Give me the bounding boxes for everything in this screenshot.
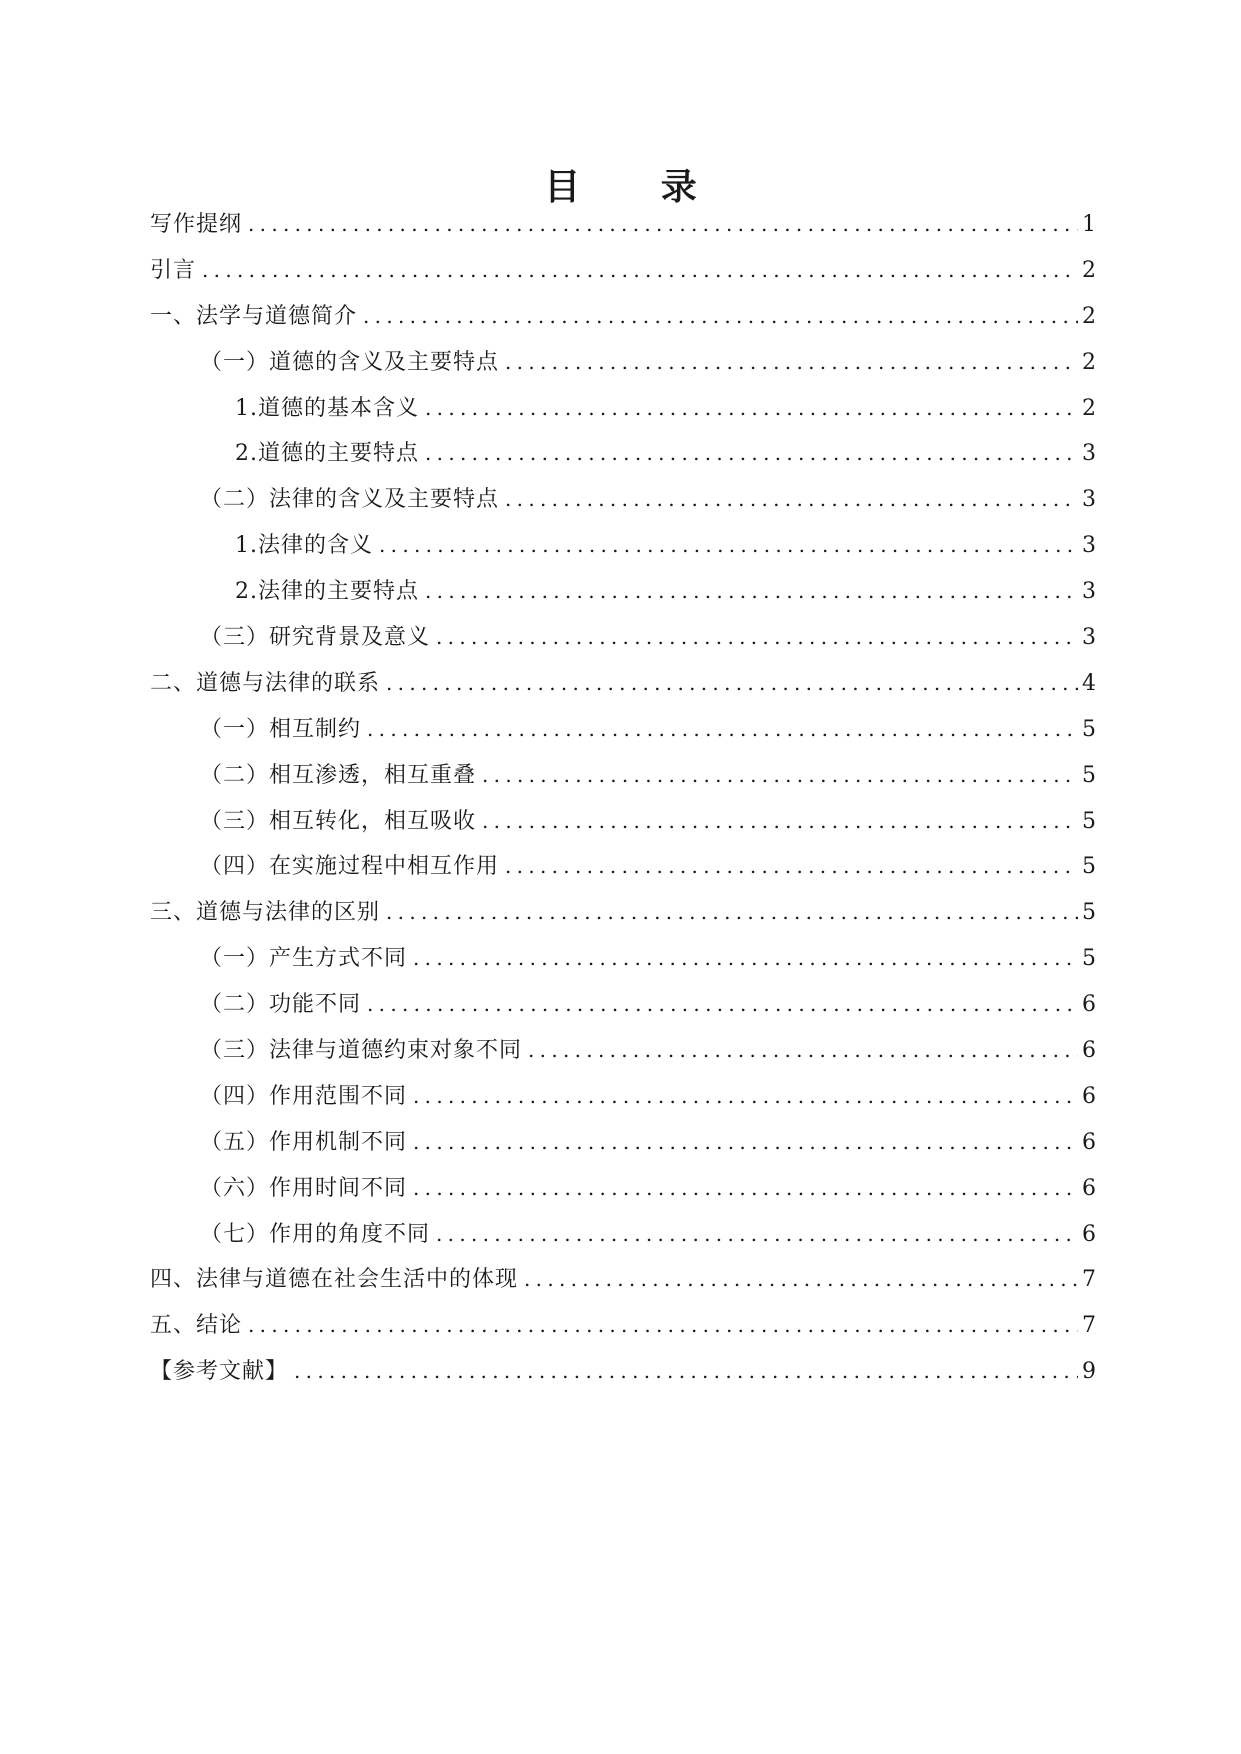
- dot-leader: [505, 844, 1078, 890]
- page-title: 目 录: [544, 167, 731, 209]
- toc-entry-page-number: 6: [1082, 1129, 1096, 1155]
- toc-entry[interactable]: [150, 1074, 1096, 1120]
- toc-entry-label: （三）法律与道德约束对象不同: [200, 1038, 523, 1064]
- toc-entry-label: 【参考文献】: [150, 1359, 289, 1385]
- toc-entry-page-number: 6: [1082, 1038, 1096, 1064]
- toc-entry[interactable]: [150, 844, 1096, 890]
- dot-leader: [413, 1166, 1078, 1212]
- toc-entry-label: 五、结论: [150, 1313, 243, 1339]
- dot-leader: [436, 1212, 1078, 1258]
- dot-leader: [248, 1303, 1078, 1349]
- toc-entry-label: 一、法学与道德简介: [150, 303, 358, 329]
- toc-entry-page-number: 7: [1082, 1313, 1096, 1339]
- toc-entry-page-number: 2: [1082, 349, 1096, 375]
- toc-entry-label: 写作提纲: [150, 212, 243, 237]
- toc-entry-page-number: 5: [1082, 900, 1096, 926]
- dot-leader: [413, 936, 1078, 982]
- toc-entry[interactable]: [150, 661, 1096, 707]
- toc-entry-page-number: 6: [1082, 992, 1096, 1018]
- toc-entry-label: （四）在实施过程中相互作用: [200, 854, 500, 880]
- toc-entry-label: （三）相互转化，相互吸收: [200, 808, 477, 834]
- dot-leader: [386, 890, 1078, 936]
- dot-leader: [482, 753, 1078, 799]
- dot-leader: [367, 982, 1078, 1028]
- toc-entry[interactable]: [150, 248, 1096, 294]
- toc-entry[interactable]: [150, 1166, 1096, 1212]
- toc-entry-label: （四）作用范围不同: [200, 1083, 408, 1109]
- toc-entry[interactable]: [150, 982, 1096, 1028]
- toc-entry[interactable]: [150, 936, 1096, 982]
- toc-entry[interactable]: [150, 707, 1096, 753]
- dot-leader: [425, 386, 1078, 432]
- dot-leader: [367, 707, 1078, 753]
- toc-entry[interactable]: [150, 799, 1096, 845]
- toc-entry-label: （六）作用时间不同: [200, 1175, 408, 1201]
- table-of-contents: [150, 202, 1096, 1395]
- toc-entry-page-number: 2: [1082, 257, 1096, 283]
- dot-leader: [482, 799, 1078, 845]
- toc-entry-page-number: 5: [1082, 808, 1096, 834]
- toc-entry-page-number: 3: [1082, 579, 1096, 605]
- toc-entry-page-number: 6: [1082, 1083, 1096, 1109]
- toc-entry-label: 1.道德的基本含义: [235, 395, 419, 421]
- toc-entry[interactable]: [150, 569, 1096, 615]
- toc-entry-label: （一）产生方式不同: [200, 946, 408, 972]
- dot-leader: [524, 1257, 1078, 1303]
- toc-entry-label: 三、道德与法律的区别: [150, 900, 381, 926]
- dot-leader: [425, 569, 1078, 615]
- dot-leader: [505, 477, 1078, 523]
- toc-entry-page-number: 2: [1082, 395, 1096, 421]
- toc-entry-page-number: 4: [1082, 670, 1096, 696]
- dot-leader: [413, 1074, 1078, 1120]
- toc-entry-label: （二）功能不同: [200, 992, 362, 1018]
- toc-entry-page-number: 1: [1082, 212, 1096, 237]
- toc-entry-page-number: 6: [1082, 1221, 1096, 1247]
- toc-entry-page-number: 3: [1082, 625, 1096, 651]
- toc-entry-label: （五）作用机制不同: [200, 1129, 408, 1155]
- dot-leader: [294, 1349, 1078, 1395]
- toc-entry-label: （三）研究背景及意义: [200, 625, 431, 651]
- toc-entry[interactable]: [150, 431, 1096, 477]
- toc-entry[interactable]: [150, 1257, 1096, 1303]
- toc-entry[interactable]: [150, 294, 1096, 340]
- toc-entry-page-number: 5: [1082, 946, 1096, 972]
- dot-leader: [425, 431, 1078, 477]
- toc-entry-page-number: 5: [1082, 716, 1096, 742]
- toc-entry[interactable]: [150, 386, 1096, 432]
- toc-entry-page-number: 2: [1082, 303, 1096, 329]
- toc-entry[interactable]: [150, 1212, 1096, 1258]
- toc-entry[interactable]: [150, 202, 1096, 248]
- toc-entry[interactable]: [150, 523, 1096, 569]
- toc-entry-page-number: 3: [1082, 487, 1096, 513]
- toc-entry[interactable]: [150, 615, 1096, 661]
- toc-entry[interactable]: [150, 477, 1096, 523]
- dot-leader: [436, 615, 1078, 661]
- toc-entry-page-number: 7: [1082, 1267, 1096, 1293]
- toc-entry-page-number: 3: [1082, 533, 1096, 559]
- toc-entry[interactable]: [150, 1349, 1096, 1395]
- toc-entry-page-number: 9: [1082, 1359, 1096, 1385]
- toc-entry-label: 2.法律的主要特点: [235, 579, 419, 605]
- toc-entry-label: 二、道德与法律的联系: [150, 670, 381, 696]
- toc-entry[interactable]: [150, 753, 1096, 799]
- dot-leader: [379, 523, 1078, 569]
- toc-entry-label: 2.道德的主要特点: [235, 441, 419, 467]
- toc-entry-label: 四、法律与道德在社会生活中的体现: [150, 1267, 519, 1293]
- toc-entry[interactable]: [150, 1120, 1096, 1166]
- toc-entry-label: （一）相互制约: [200, 716, 362, 742]
- toc-entry-label: （一）道德的含义及主要特点: [200, 349, 500, 375]
- dot-leader: [386, 661, 1078, 707]
- toc-entry[interactable]: [150, 890, 1096, 936]
- dot-leader: [248, 202, 1078, 248]
- toc-entry-page-number: 3: [1082, 441, 1096, 467]
- toc-entry-page-number: 5: [1082, 854, 1096, 880]
- toc-entry[interactable]: [150, 340, 1096, 386]
- toc-entry[interactable]: [150, 1028, 1096, 1074]
- dot-leader: [505, 340, 1078, 386]
- dot-leader: [528, 1028, 1078, 1074]
- dot-leader: [363, 294, 1078, 340]
- toc-entry-label: （二）法律的含义及主要特点: [200, 487, 500, 513]
- toc-entry-page-number: 6: [1082, 1175, 1096, 1201]
- toc-entry-label: （二）相互渗透，相互重叠: [200, 762, 477, 788]
- dot-leader: [202, 248, 1078, 294]
- toc-entry-label: 1.法律的含义: [235, 533, 373, 559]
- toc-entry-page-number: 5: [1082, 762, 1096, 788]
- toc-entry-label: 引言: [150, 257, 197, 283]
- toc-entry-label: （七）作用的角度不同: [200, 1221, 431, 1247]
- dot-leader: [413, 1120, 1078, 1166]
- toc-entry[interactable]: [150, 1303, 1096, 1349]
